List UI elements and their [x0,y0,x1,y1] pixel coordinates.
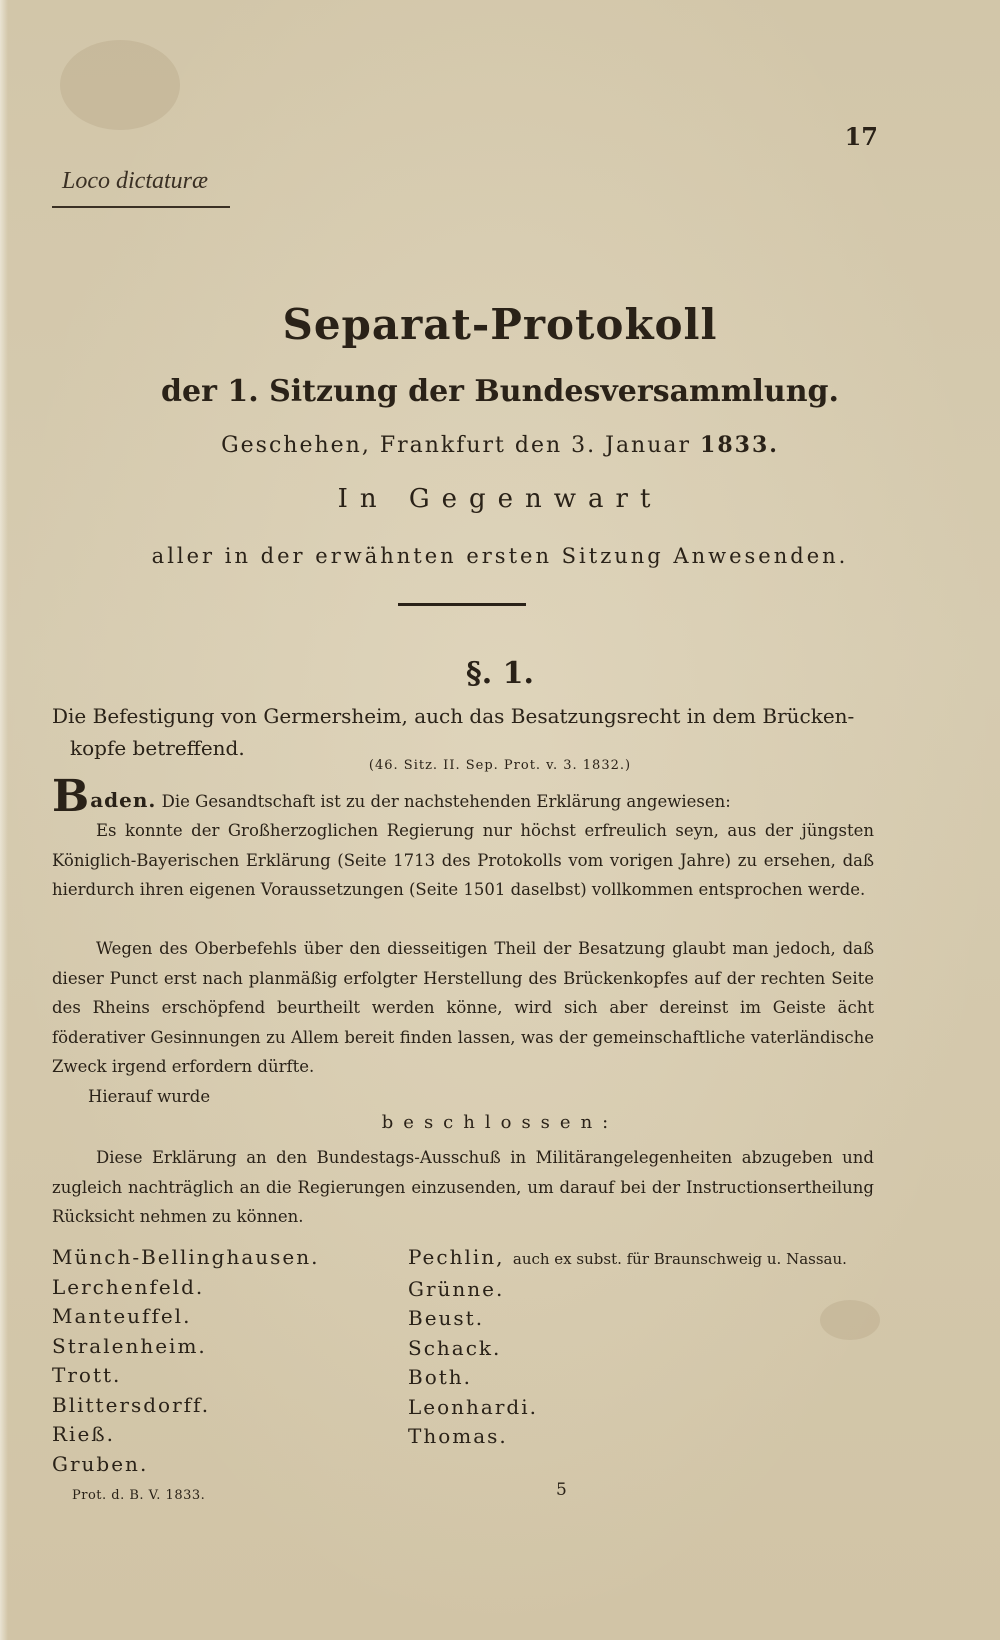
signature-name: Blittersdorff. [52,1392,211,1417]
body-paragraph-2: Es konnte der Großherzoglichen Regierung nur höchst erfreulich seyn, aus der jüngsten Königlich-Bayerischen Erklärung (Seite 1713 des Protokolls vom vorigen Jahre) zu ersehen, daß hierdurch ihren eigenen Voraussetzungen (Seite 1501 daselbst) vollkommen entsprochen werde. [52,821,874,899]
body-paragraph-1-text: Die Gesandtschaft ist zu der nachstehenden Erklärung angewiesen: [161,792,731,811]
signature-name: Both. [408,1365,473,1389]
date-line-year: 1833. [700,432,779,458]
presence-heading: In Gegenwart [337,484,663,514]
body-paragraph-1 [52,771,874,822]
page-edge [0,0,8,1640]
protocol-reference: (46. Sitz. II. Sep. Prot. v. 3. 1832.) [368,758,632,773]
footer-sheet-number: 5 [556,1480,567,1500]
signature-name: Thomas. [408,1424,508,1448]
section-heading-line1: Die Befestigung von Germersheim, auch das Besatzungsrecht in dem Brücken- [52,704,855,728]
section-heading-line2: kopfe betreffend. [70,736,245,760]
signature-name: Schack. [408,1335,502,1360]
body-paragraph-3: Wegen des Oberbefehls über den diesseitigen Theil der Besatzung glaubt man jedoch, daß dieser Punct erst nach planmäßig erfolgter Herstellung des Brückenkopfes auf der rechten Seite des Rheins erschöpfend beurtheilt werden könne, wird sich aber dereinst im Geiste ächt föderativer Gesinnungen zu Allem bereit finden lassen, was der gemeinschaftliche vaterländische Zweck irgend erfordern dürfte. [52,939,874,1076]
signature-name: Trott. [52,1363,122,1387]
signature-name: Beust. [408,1306,485,1330]
footer-signature-mark: Prot. d. B. V. 1833. [72,1488,206,1503]
signature-name: Rieß. [52,1422,116,1446]
baden-label: aden. [90,788,157,812]
signature-name: Münch-Bellinghausen. [52,1245,320,1269]
signature-name: Stralenheim. [52,1333,207,1358]
body-paragraph-4: Hierauf wurde [88,1087,211,1106]
loco-underline [52,206,230,208]
section-heading [52,700,872,764]
substitution-note: auch ex subst. für Braunschweig u. Nassau. [512,1250,847,1268]
signature-name: Leonhardi. [408,1394,538,1419]
section-number: §. 1. [466,656,534,691]
signatures-right [408,1243,968,1452]
resolution-heading: beschlossen: [381,1112,619,1133]
page-number: 17 [844,122,878,151]
paper-stain [60,40,180,130]
section-divider [398,603,526,606]
document-title: Separat-Protokoll [282,300,718,349]
signature-name: Pechlin, [408,1245,505,1269]
signature-name: Gruben. [52,1451,149,1476]
document-subtitle: der 1. Sitzung der Bundesversammlung. [161,374,839,409]
body-paragraph-5: Diese Erklärung an den Bundestags-Ausschuß in Militärangelegenheiten abzugeben und zugleich nachträglich an die Regierungen einzusenden, um darauf bei der Instructionsertheilung Rücksicht nehmen zu können. [52,1148,874,1226]
presence-line: aller in der erwähnten ersten Sitzung Anwesenden. [151,544,849,568]
loco-dictaturae-note: Loco dictaturæ [62,168,209,194]
signature-name: Grünne. [408,1276,505,1301]
date-line [0,432,1000,458]
drop-cap: B [52,771,90,822]
signature-name-with-note [408,1243,968,1275]
signature-name: Lerchenfeld. [52,1274,205,1299]
date-line-text: Geschehen, Frankfurt den 3. Januar [221,433,692,458]
signatures-left [52,1243,392,1479]
signature-name: Manteuffel. [52,1304,192,1328]
